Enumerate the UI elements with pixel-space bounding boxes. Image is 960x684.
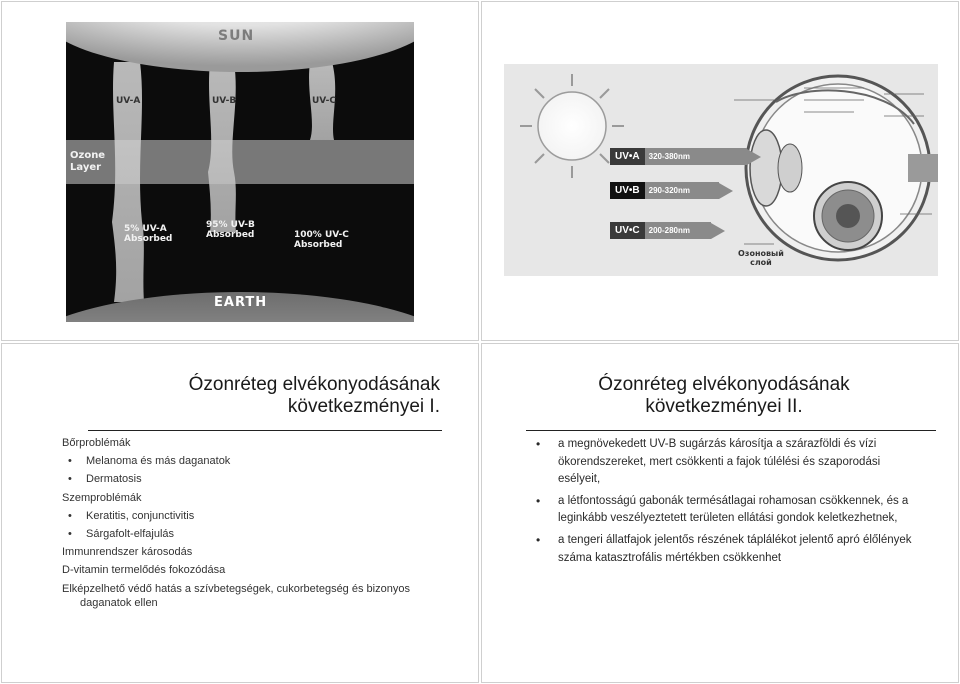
title-divider bbox=[88, 430, 442, 431]
list-item: • a tengeri állatfajok jelentős részének táplálékot jelentő apró élőlények száma katasztrofális mértékben csökkenhet bbox=[532, 532, 922, 567]
slide-4-title-line-1: Ózonréteg elvékonyodásának bbox=[598, 374, 850, 395]
eye-artwork bbox=[504, 64, 938, 276]
slide-3-title-line-2: következményei I. bbox=[287, 396, 440, 417]
slide-3-title bbox=[189, 374, 440, 418]
slide-4-title bbox=[574, 374, 874, 418]
uv-b-band-label: UV•B bbox=[610, 182, 645, 199]
ozone-layer-caption: Озоновый слой bbox=[738, 249, 784, 267]
slide-3-content bbox=[62, 434, 440, 610]
uv-a-band-range: 320-380nm bbox=[645, 148, 747, 165]
uv-ozone-figure bbox=[66, 22, 414, 322]
title-divider bbox=[526, 430, 936, 431]
uv-b-arrow-icon bbox=[719, 183, 733, 199]
uv-c-band-range: 200-280nm bbox=[645, 222, 711, 239]
category-heading: Immunrendszer károsodás bbox=[62, 546, 193, 559]
uv-a-label: UV-A bbox=[116, 96, 141, 106]
list-item: • Melanoma és más daganatok bbox=[62, 452, 440, 470]
category-heading: Elképzelhető védő hatás a szívbetegségek, cukorbetegség és bizonyos daganatok ellen bbox=[62, 582, 410, 609]
eye-cross-section-icon bbox=[734, 76, 938, 260]
uv-ozone-artwork bbox=[66, 22, 414, 322]
uv-b-label: UV-B bbox=[212, 96, 237, 106]
earth-label: EARTH bbox=[214, 295, 268, 310]
slide-1-uv-ozone-diagram bbox=[1, 1, 479, 341]
uv-b-ray bbox=[208, 62, 236, 232]
slide-4-title-line-2: következményei II. bbox=[645, 396, 803, 417]
list-item: • Dermatosis bbox=[62, 470, 440, 488]
list-item: • a megnövekedett UV-B sugárzás károsítja a szárazföldi és vízi ökorendszereket, mert csökkenti a fajok túlélési és szaporodási esélyeit, bbox=[532, 436, 922, 489]
category-heading: Bőrproblémák bbox=[62, 437, 131, 449]
uv-c-arrow-icon bbox=[711, 223, 725, 239]
list-item: • Keratitis, conjunctivitis bbox=[62, 507, 440, 525]
sun-label: SUN bbox=[218, 28, 255, 44]
uv-a-arrow-icon bbox=[747, 149, 761, 165]
slide-2-eye-uv-diagram bbox=[481, 1, 959, 341]
ozone-layer-label: Ozone Layer bbox=[70, 150, 106, 173]
slide-4-bullet-list bbox=[532, 436, 922, 571]
slide-3-title-line-1: Ózonréteg elvékonyodásának bbox=[188, 374, 440, 395]
uv-b-band bbox=[610, 182, 733, 199]
slide-4-consequences-2 bbox=[481, 343, 959, 683]
uv-c-label: UV-C bbox=[312, 96, 336, 106]
eye-uv-figure bbox=[504, 64, 938, 276]
uv-c-band bbox=[610, 222, 725, 239]
uv-c-band-label: UV•C bbox=[610, 222, 645, 239]
uv-a-band-label: UV•A bbox=[610, 148, 645, 165]
uv-a-band bbox=[610, 148, 761, 165]
sun-icon bbox=[520, 74, 624, 178]
list-item: • a létfontosságú gabonák termésátlagai rohamosan csökkennek, és a leginkább veszélyeztetett területen ellátási gondok keletkezhetnek, bbox=[532, 493, 922, 528]
uv-a-absorbed-label: 5% UV-A Absorbed bbox=[124, 224, 173, 245]
uv-c-absorbed-label: 100% UV-C Absorbed bbox=[294, 230, 349, 251]
uv-b-absorbed-label: 95% UV-B Absorbed bbox=[206, 220, 255, 241]
uv-b-band-range: 290-320nm bbox=[645, 182, 719, 199]
category-heading: Szemproblémák bbox=[62, 491, 142, 504]
category-heading: D-vitamin termelődés fokozódása bbox=[62, 564, 226, 577]
list-item: • Sárgafolt-elfajulás bbox=[62, 525, 440, 543]
slide-3-consequences-1 bbox=[1, 343, 479, 683]
